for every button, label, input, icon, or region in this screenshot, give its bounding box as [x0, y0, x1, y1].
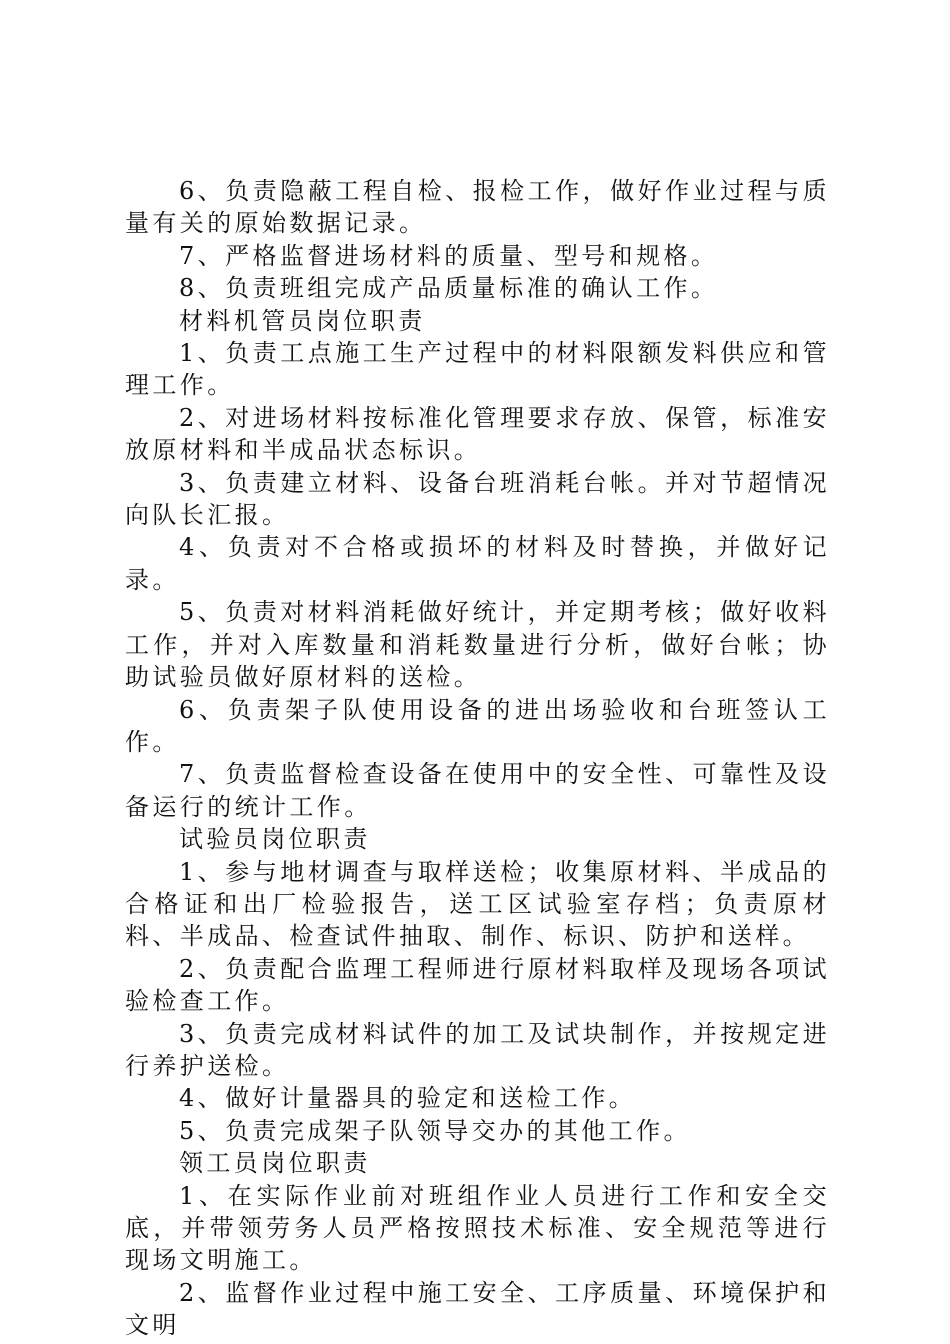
list-item: 2、监督作业过程中施工安全、工序质量、环境保护和文明 [125, 1278, 830, 1340]
list-item: 5、负责对材料消耗做好统计，并定期考核；做好收料工作，并对入库数量和消耗数量进行分析，做好台帐；协助试验员做好原材料的送检。 [125, 598, 830, 692]
list-item: 7、负责监督检查设备在使用中的安全性、可靠性及设备运行的统计工作。 [125, 760, 830, 821]
list-item: 6、负责架子队使用设备的进出场验收和台班签认工作。 [125, 695, 830, 756]
list-item: 5、负责完成架子队领导交办的其他工作。 [179, 1116, 691, 1145]
document-body [125, 175, 830, 1342]
section-heading: 试验员岗位职责 [179, 825, 371, 854]
list-item: 1、负责工点施工生产过程中的材料限额发料供应和管理工作。 [125, 339, 830, 400]
list-item: 3、负责完成材料试件的加工及试块制作，并按规定进行养护送检。 [125, 1019, 830, 1080]
list-item: 6、负责隐蔽工程自检、报检工作，做好作业过程与质量有关的原始数据记录。 [125, 177, 830, 238]
list-item: 1、在实际作业前对班组作业人员进行工作和安全交底，并带领劳务人员严格按照技术标准、安全规范等进行现场文明施工。 [125, 1181, 830, 1275]
list-item: 1、参与地材调查与取样送检；收集原材料、半成品的合格证和出厂检验报告，送工区试验室存档；负责原材料、半成品、检查试件抽取、制作、标识、防护和送样。 [125, 857, 830, 951]
list-item: 7、严格监督进场材料的质量、型号和规格。 [179, 241, 719, 270]
section-heading: 材料机管员岗位职责 [179, 306, 426, 335]
section-heading: 领工员岗位职责 [179, 1149, 371, 1178]
list-item: 4、负责对不合格或损坏的材料及时替换，并做好记录。 [125, 533, 830, 594]
list-item: 3、负责建立材料、设备台班消耗台帐。并对节超情况向队长汇报。 [125, 468, 830, 530]
list-item: 2、负责配合监理工程师进行原材料取样及现场各项试验检查工作。 [125, 954, 830, 1016]
list-item: 2、对进场材料按标准化管理要求存放、保管，标准安放原材料和半成品状态标识。 [125, 403, 830, 465]
list-item: 8、负责班组完成产品质量标准的确认工作。 [179, 274, 719, 303]
list-item: 4、做好计量器具的验定和送检工作。 [179, 1084, 637, 1113]
